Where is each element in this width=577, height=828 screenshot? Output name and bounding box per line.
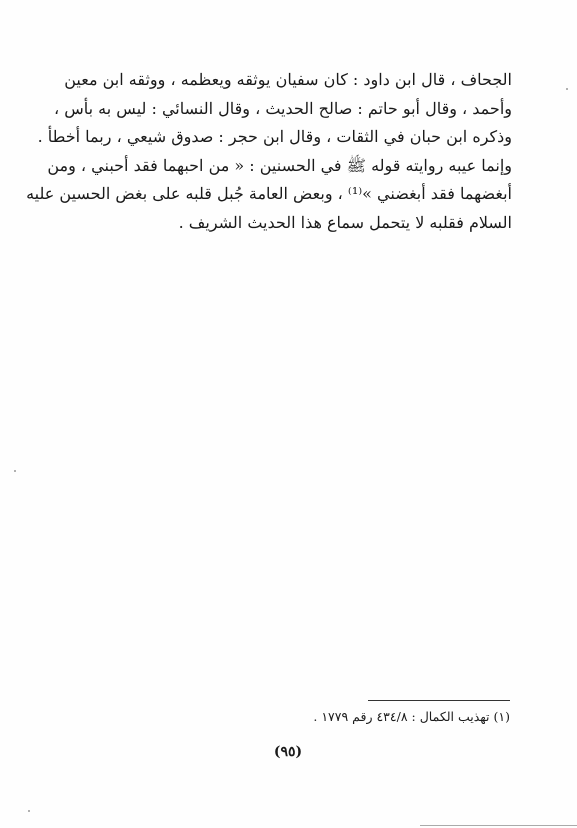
text-line-2: وأحمد ، وقال أبو حاتم : صالح الحديث ، وقال النسائي : ليس به بأس ،: [53, 98, 512, 118]
text-line-6: السلام فقلبه لا يتحمل سماع هذا الحديث الشريف .: [178, 212, 512, 232]
text-line-3: وذكره ابن حبان في الثقات ، وقال ابن حجر : صدوق شيعي ، ربما أخطأ .: [37, 127, 512, 146]
scan-speck: [566, 88, 568, 90]
page-number: (٩٥): [273, 744, 303, 760]
footnote-divider: [368, 700, 510, 701]
scan-edge-line: [420, 825, 577, 826]
scan-speck: [14, 470, 16, 472]
text-line-1: الجحاف ، قال ابن داود : كان سفيان يوثقه ويعظمه ، ووثقه ابن معين: [64, 70, 512, 89]
body-paragraph: [26, 66, 512, 237]
text-line-5: أبغضهما فقد أبغضني »⁽¹⁾ ، وبعض العامة جُبل قلبه على بغض الحسين عليه: [26, 184, 512, 203]
text-line-4: وإنما عيبه روايته قوله ﷺ في الحسنين : « من احبهما فقد أحبني ، ومن: [47, 155, 512, 175]
scan-speck: [28, 810, 30, 812]
footnote: (١) تهذيب الكمال : ٤٣٤/٨ رقم ١٧٧٩ .: [313, 709, 510, 724]
